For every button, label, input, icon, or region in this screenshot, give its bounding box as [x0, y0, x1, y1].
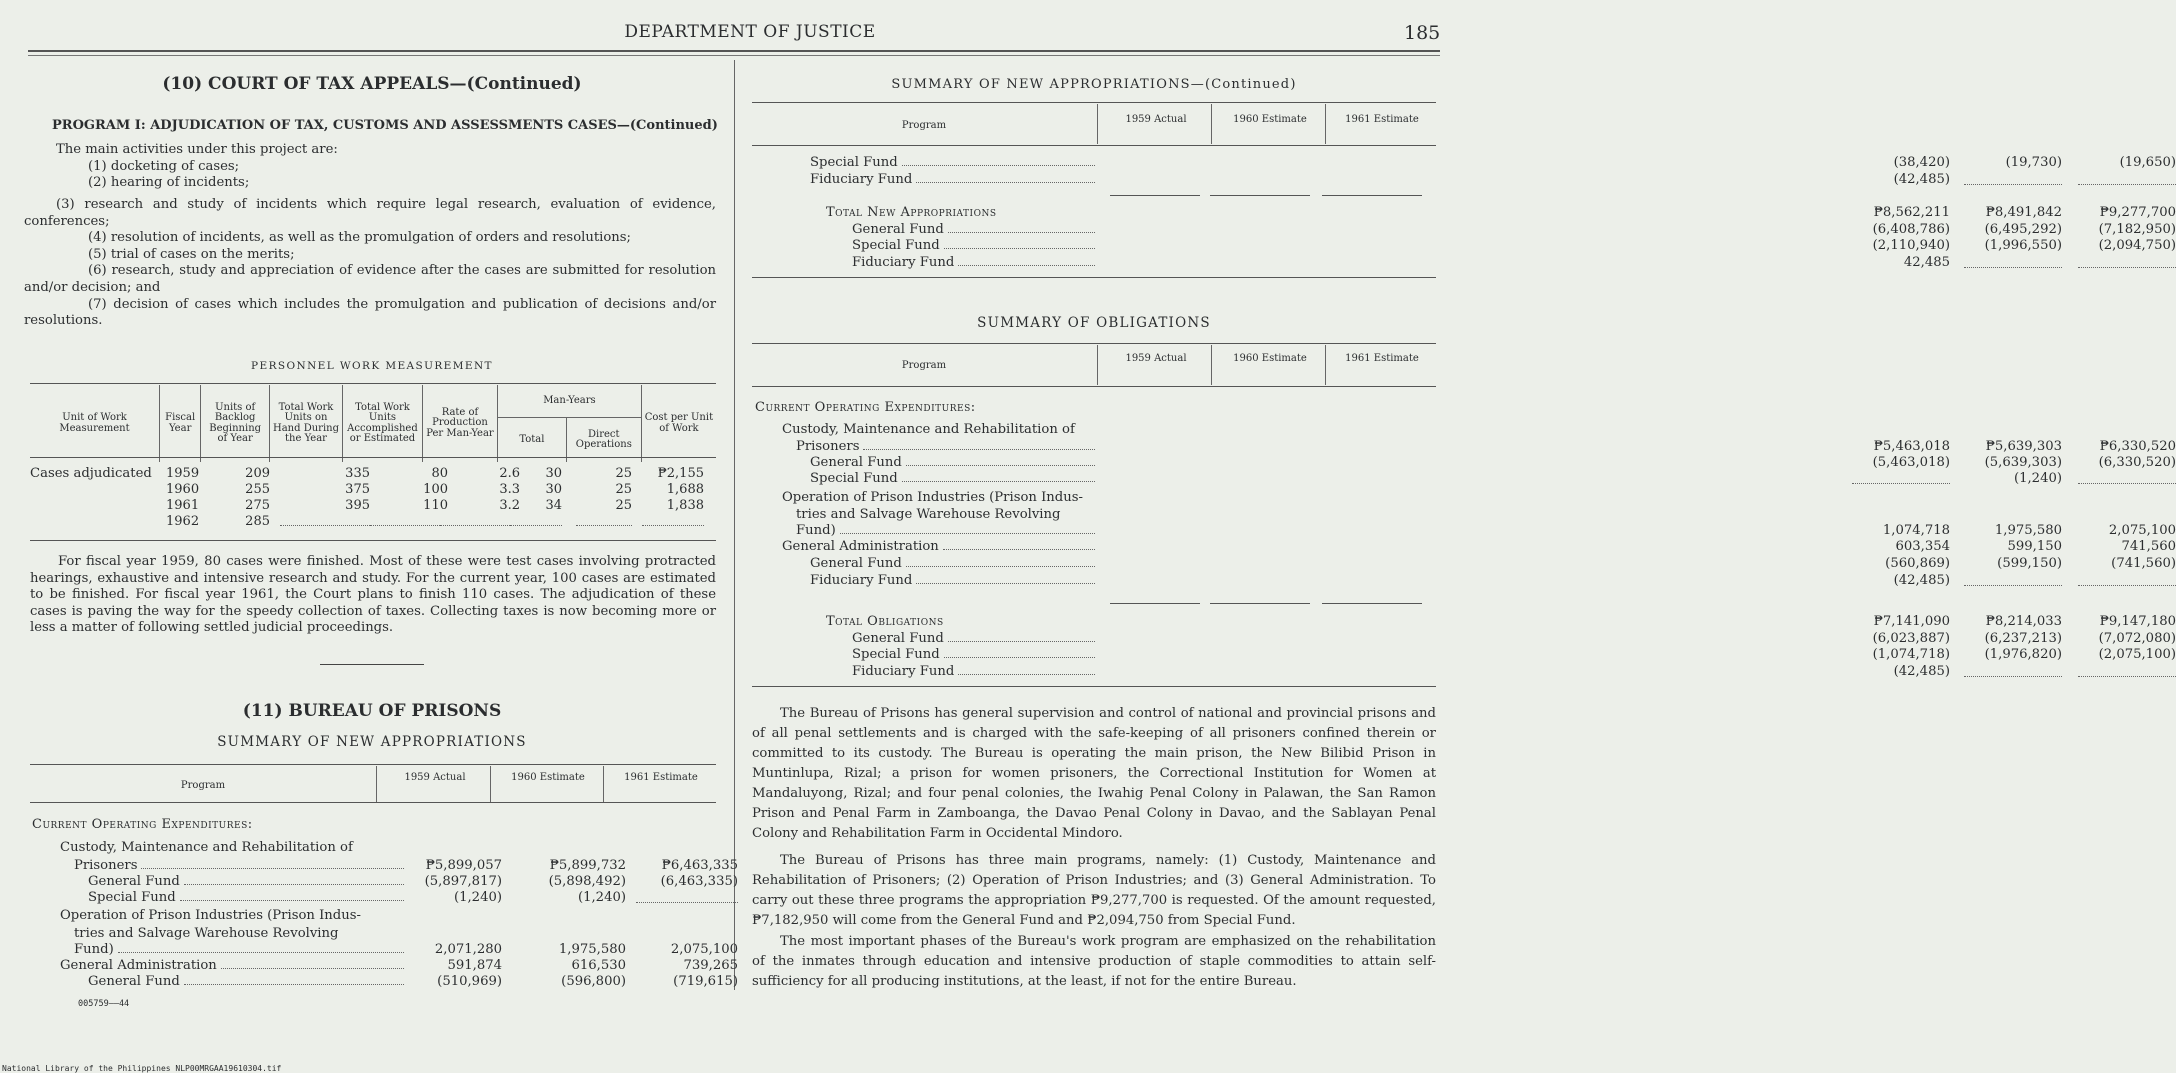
fin-value-b: ₱5,899,732	[549, 858, 626, 873]
fin-row-label	[796, 439, 1095, 454]
subtotal-rule	[1322, 603, 1422, 604]
fin-value-a: 2,071,280	[434, 942, 502, 957]
pwm-col-cost: Cost per Unit of Work	[641, 385, 716, 462]
fin-value-a: ₱8,562,211	[1873, 205, 1950, 220]
fin-value-a: 1,074,718	[1882, 523, 1950, 538]
dot-leader	[944, 238, 1095, 249]
fin-empty-leader	[2078, 255, 2176, 268]
pwm-empty-leader	[280, 514, 370, 526]
rob-col-1961: 1961 Estimate	[1345, 353, 1419, 364]
fin-value-b: (596,800)	[561, 974, 626, 989]
fin-label-text: Fund)	[796, 523, 836, 538]
fin-value-c: (19,650)	[2119, 155, 2176, 170]
fin-empty-leader	[1852, 471, 1950, 484]
pwm-empty-leader	[510, 514, 562, 526]
fin-row-label	[852, 222, 1095, 237]
pwm-cell-fy: 1961	[166, 498, 200, 513]
total-obligations-label: Total Obligations	[826, 614, 944, 629]
pwm-cell-direct: 25	[615, 466, 632, 481]
pwm-cell-total: 30	[545, 466, 562, 481]
pwm-header-rule	[30, 457, 716, 458]
pwm-cell-backlog: 255	[245, 482, 270, 497]
fin-row-label	[74, 858, 404, 873]
pwm-narrative: For fiscal year 1959, 80 cases were finished. Most of these were test cases involving protracted hearings, exhaustive and intensive research and study. For the current year, 100 cases are estimated to be finished. For fiscal year 1961, the Court plans to finish 110 cases. The adjudication of these cases is paving the way for the speedy collection of taxes. Collecting taxes is now becoming more or less a matter of following settled judicial proceedings.	[30, 554, 716, 636]
fin-label-text: Custody, Maintenance and Rehabilitation of	[782, 422, 1075, 437]
fin-row-label	[810, 573, 1095, 588]
lfin-coe-heading: Current Operating Expenditures:	[32, 817, 253, 832]
fin-row-label	[74, 942, 404, 957]
fin-row-label	[810, 556, 1095, 571]
program-heading: PROGRAM I: ADJUDICATION OF TAX, CUSTOMS AND ASSESSMENTS CASES—(Continued)	[52, 118, 718, 133]
rfin-bottom-rule	[752, 277, 1436, 278]
pwm-col-fy: Fiscal Year	[160, 385, 201, 462]
pwm-cell-cost: 1,688	[666, 482, 704, 497]
rob-vline	[1097, 345, 1098, 385]
fin-value-c: ₱9,147,180	[2099, 614, 2176, 629]
fin-empty-leader	[1964, 255, 2062, 268]
pwm-cell-backlog: 209	[245, 466, 270, 481]
fin-value-a: (42,485)	[1893, 663, 1950, 679]
fin-label-text: Special Fund	[852, 647, 940, 662]
activity-item: (5) trial of cases on the merits;	[88, 246, 295, 262]
fin-row-label	[810, 155, 1095, 170]
lfin-vline	[376, 766, 377, 802]
fin-value-c: 739,265	[683, 958, 738, 973]
pwm-header-table	[30, 385, 716, 462]
lfin-header-rule	[30, 802, 716, 803]
fin-row-label	[88, 874, 404, 889]
fin-value-a: (510,969)	[437, 974, 502, 989]
pwm-cell-onhand: 335	[345, 466, 370, 481]
dot-leader	[958, 255, 1095, 266]
pwm-cell-total: 34	[545, 498, 562, 513]
rfin-col-program: Program	[901, 120, 947, 131]
pwm-col-direct: Direct Operations	[566, 418, 641, 463]
dot-leader	[180, 890, 404, 901]
dot-leader	[221, 958, 404, 969]
dot-leader	[902, 155, 1095, 166]
activity-item: (4) resolution of incidents, as well as the promulgation of orders and resolutions;	[88, 230, 631, 246]
fin-value-b: 616,530	[571, 958, 626, 973]
fin-value-c: 2,075,100	[670, 942, 738, 957]
fin-value-a: (38,420)	[1893, 155, 1950, 170]
fin-label-text: Fiduciary Fund	[810, 171, 913, 187]
fin-value-c: (7,182,950)	[2098, 221, 2176, 237]
fin-value-a: (1,074,718)	[1872, 647, 1950, 662]
fin-value-b: ₱5,639,303	[1985, 439, 2062, 454]
fin-label-text: General Fund	[88, 874, 180, 889]
pwm-cell-fy: 1960	[166, 482, 200, 497]
fin-empty-leader	[2078, 573, 2176, 586]
fin-value-a: (1,240)	[453, 890, 502, 905]
running-header: DEPARTMENT OF JUSTICE	[624, 22, 876, 42]
pwm-bottom-rule	[30, 540, 716, 541]
rfin-header-rule	[752, 145, 1436, 146]
fin-value-a: 603,354	[1895, 539, 1950, 554]
bureau-para-1: The Bureau of Prisons has general supervision and control of national and provincial prisons and of all penal settlements and is charged with the safe-keeping of all prisoners confined therein or committed to its custody. The Bureau is operating the main prison, the New Bilibid Prison in Muntinlupa, Rizal; a prison for women prisoners, the Correctional Institution for Women at Mandaluyong, Rizal; and four penal colonies, the Iwahig Penal Colony in Palawan, the San Ramon Prison and Penal Farm in Zamboanga, the Davao Penal Colony in Davao, and the Sablayan Penal Colony and Rehabilitation Farm in Occidental Mindoro.	[752, 706, 1436, 841]
page-number: 185	[1404, 22, 1441, 44]
fin-value-c: (2,094,750)	[2098, 238, 2176, 253]
section-separator	[320, 664, 424, 665]
subtotal-rule	[1110, 603, 1200, 604]
lfin-col-1959: 1959 Actual	[404, 772, 466, 783]
pwm-cell-onhand: 375	[345, 482, 370, 497]
dot-leader	[906, 556, 1095, 567]
fin-row-label	[796, 523, 1095, 538]
rfin-col-1959: 1959 Actual	[1125, 114, 1187, 125]
fin-value-c: (6,330,520)	[2098, 455, 2176, 470]
summary-title: SUMMARY OF NEW APPROPRIATIONS	[217, 734, 527, 750]
dot-leader	[184, 974, 404, 985]
fin-value-b: (19,730)	[2005, 155, 2062, 170]
column-divider	[734, 60, 735, 990]
fin-value-a: ₱5,899,057	[425, 858, 502, 873]
pwm-cell-backlog: 285	[245, 514, 270, 529]
lfin-vline	[490, 766, 491, 802]
fin-label-text: Custody, Maintenance and Rehabilitation of	[60, 840, 353, 855]
rob-vline	[1325, 345, 1326, 385]
rob-bottom-rule	[752, 686, 1436, 687]
fin-value-a: (5,897,817)	[424, 874, 502, 889]
fin-value-a: ₱5,463,018	[1873, 439, 1950, 454]
fin-label-text: General Administration	[782, 539, 939, 554]
fin-empty-leader	[2078, 471, 2176, 484]
fin-value-a: (42,485)	[1893, 573, 1950, 588]
bureau-para-2: The Bureau of Prisons has three main programs, namely: (1) Custody, Maintenance and Rehabilitation of Prisoners; (2) Operation of Prison Industries; and (3) General Administration. To carry out these three programs the appropriation ₱9,277,700 is requested. Of the amount requested, ₱7,182,950 will come from the General Fund and ₱2,094,750 from Special Fund.	[752, 853, 1436, 928]
pwm-cell-total: 30	[545, 482, 562, 497]
activities-block-2	[24, 197, 716, 330]
pwm-col-total: Total	[498, 418, 567, 463]
fin-empty-leader	[1964, 573, 2062, 586]
dot-leader	[916, 573, 1095, 584]
fin-label-text: Operation of Prison Industries (Prison Indus-	[60, 908, 361, 923]
activity-item: (6) research, study and appreciation of evidence after the cases are submitted for resolution and/or decision; and	[24, 263, 716, 295]
fin-value-a: (2,110,940)	[1872, 238, 1950, 253]
pwm-col-unit: Unit of Work Measurement	[59, 412, 130, 434]
pwm-cell-fy: 1962	[166, 514, 200, 529]
activity-item: (1) docketing of cases;	[88, 158, 240, 174]
pwm-cell-onhand: 395	[345, 498, 370, 513]
fin-value-b: (6,495,292)	[1984, 221, 2062, 237]
fin-label-text: Operation of Prison Industries (Prison Indus-	[782, 490, 1083, 505]
fin-value-a: (6,023,887)	[1872, 630, 1950, 646]
pwm-cell-fy: 1959	[166, 466, 200, 481]
fin-label-text: Special Fund	[810, 471, 898, 486]
fin-row-label	[810, 471, 1095, 486]
dot-leader	[958, 664, 1095, 675]
fin-label-text: General Administration	[60, 958, 217, 973]
rob-col-1960: 1960 Estimate	[1233, 353, 1307, 364]
fin-row-label	[782, 539, 1095, 554]
dot-leader	[948, 631, 1095, 642]
pwm-col-onhand: Total Work Units on Hand During the Year	[270, 385, 343, 462]
fin-value-a: (6,408,786)	[1872, 221, 1950, 237]
fin-value-c: 2,075,100	[2108, 523, 2176, 538]
fin-row-label	[88, 974, 404, 989]
dot-leader	[141, 858, 404, 869]
lfin-col-program: Program	[180, 780, 226, 791]
fin-label-text: Fiduciary Fund	[852, 254, 955, 270]
pwm-cell-cost: ₱2,155	[657, 466, 704, 481]
fin-value-c: (719,615)	[673, 974, 738, 989]
activities-block	[56, 142, 716, 192]
rob-col-1959: 1959 Actual	[1125, 353, 1187, 364]
fin-empty-leader	[636, 890, 738, 903]
fin-value-c: (2,075,100)	[2098, 647, 2176, 662]
summary-cont-title: SUMMARY OF NEW APPROPRIATIONS—(Continued)	[891, 77, 1297, 92]
fin-label-text: Fiduciary Fund	[810, 573, 913, 588]
fin-label-text: General Fund	[810, 556, 902, 571]
fin-label-text: General Fund	[88, 974, 180, 989]
fin-row-label	[852, 238, 1095, 253]
fin-value-b: 599,150	[2007, 539, 2062, 554]
subtotal-rule	[1210, 195, 1310, 196]
fin-row-label	[60, 958, 404, 973]
dot-leader	[944, 647, 1095, 658]
dot-leader	[948, 222, 1095, 233]
obligations-title: SUMMARY OF OBLIGATIONS	[977, 315, 1211, 331]
fin-empty-leader	[1964, 172, 2062, 185]
rfin-col-1961: 1961 Estimate	[1345, 114, 1419, 125]
pwm-col-backlog: Units of Backlog Beginning of Year	[201, 385, 270, 462]
pwm-cell-cost: 1,838	[666, 498, 704, 513]
subtotal-rule	[1322, 195, 1422, 196]
pwm-empty-leader	[440, 514, 520, 526]
fin-label-text: Fiduciary Fund	[852, 663, 955, 679]
fin-row-label	[74, 926, 404, 941]
pwm-row-label: Cases adjudicated	[30, 466, 152, 481]
header-rule	[28, 50, 1440, 52]
fin-value-b: (1,240)	[2013, 471, 2062, 486]
rob-vline	[1211, 345, 1212, 385]
print-code: 005759——44	[78, 999, 130, 1009]
fin-value-b: ₱8,214,033	[1985, 614, 2062, 629]
fin-value-b: (1,240)	[577, 890, 626, 905]
fin-value-a: 42,485	[1903, 254, 1950, 270]
fin-value-a: (42,485)	[1893, 171, 1950, 187]
fin-value-c: (6,463,335)	[660, 874, 738, 889]
scan-footer: National Library of the Philippines NLP00MRGAA19610304.tif	[2, 1064, 282, 1073]
rob-header-rule	[752, 386, 1436, 387]
activity-item: (3) research and study of incidents which require legal research, evaluation of evidence, conferences;	[24, 197, 716, 229]
pwm-col-rate: Rate of Production Per Man-Year	[422, 385, 497, 462]
fin-value-b: (599,150)	[1997, 556, 2062, 571]
fin-value-c: ₱6,330,520	[2099, 439, 2176, 454]
pwm-cell-acc: 100	[423, 482, 448, 497]
total-new-appropriations-label: Total New Appropriations	[826, 205, 997, 220]
pwm-cell-rate: 2.6	[499, 466, 520, 481]
dot-leader	[916, 172, 1095, 183]
fin-value-a: 591,874	[447, 958, 502, 973]
fin-label-text: Special Fund	[88, 890, 176, 905]
fin-value-c: 741,560	[2121, 539, 2176, 554]
fin-value-b: (1,976,820)	[1984, 647, 2062, 662]
dot-leader	[840, 523, 1095, 534]
pwm-cell-rate: 3.3	[499, 482, 520, 497]
pwm-col-manyears: Man-Years	[498, 385, 642, 418]
subtotal-rule	[1210, 603, 1310, 604]
pwm-empty-leader	[576, 514, 632, 526]
fin-value-c: ₱6,463,335	[661, 858, 738, 873]
fin-label-text: Prisoners	[74, 858, 138, 873]
section-title: (10) COURT OF TAX APPEALS—(Continued)	[162, 74, 582, 94]
pwm-col-accomplished: Total Work Units Accomplished or Estimated	[342, 385, 422, 462]
fin-empty-leader	[1964, 664, 2062, 677]
lfin-top-rule	[30, 764, 716, 765]
fin-value-a: (5,463,018)	[1872, 455, 1950, 470]
fin-value-a: (560,869)	[1885, 556, 1950, 571]
fin-empty-leader	[2078, 172, 2176, 185]
lfin-vline	[603, 766, 604, 802]
pwm-cell-direct: 25	[615, 482, 632, 497]
fin-label-text: General Fund	[852, 630, 944, 646]
dot-leader	[902, 471, 1095, 482]
fin-label-text: General Fund	[810, 455, 902, 470]
fin-value-a: ₱7,141,090	[1873, 614, 1950, 629]
lfin-col-1960: 1960 Estimate	[511, 772, 585, 783]
fin-value-b: 1,975,580	[1994, 523, 2062, 538]
fin-value-c: (7,072,080)	[2098, 630, 2176, 646]
fin-value-b: 1,975,580	[558, 942, 626, 957]
dot-leader	[943, 539, 1095, 550]
header-rule-thin	[28, 55, 1440, 56]
dot-leader	[906, 455, 1095, 466]
fin-row-label	[796, 507, 1095, 522]
fin-row-label	[810, 172, 1095, 187]
fin-label-text: tries and Salvage Warehouse Revolving	[74, 926, 339, 941]
fin-row-label	[88, 890, 404, 905]
rfin-vline	[1325, 104, 1326, 144]
pwm-top-rule	[30, 383, 716, 384]
fin-row-label	[782, 490, 1095, 505]
fin-value-b: (1,996,550)	[1984, 238, 2062, 253]
fin-value-c: (741,560)	[2111, 556, 2176, 571]
fin-value-c: ₱9,277,700	[2099, 205, 2176, 220]
fin-value-b: ₱8,491,842	[1985, 205, 2062, 220]
bureau-para-3: The most important phases of the Bureau's work program are emphasized on the rehabilitation of the inmates through education and intensive production of staple commodities to attain self-sufficiency for all producing institutions, at the least, if not for the entire Bureau.	[752, 934, 1436, 989]
pwm-cell-backlog: 275	[245, 498, 270, 513]
fin-label-text: tries and Salvage Warehouse Revolving	[796, 507, 1061, 522]
rob-coe-heading: Current Operating Expenditures:	[755, 400, 976, 415]
fin-row-label	[60, 840, 404, 855]
rfin-vline	[1097, 104, 1098, 144]
rfin-vline	[1211, 104, 1212, 144]
subtotal-rule	[1110, 195, 1200, 196]
pwm-title: PERSONNEL WORK MEASUREMENT	[251, 360, 493, 372]
pwm-empty-leader	[642, 514, 704, 526]
fin-row-label	[60, 908, 404, 923]
activity-item: (2) hearing of incidents;	[88, 175, 250, 191]
rob-col-program: Program	[901, 360, 947, 371]
fin-row-label	[852, 631, 1095, 646]
fin-value-b: (5,639,303)	[1984, 455, 2062, 470]
fin-label-text: Prisoners	[796, 439, 860, 454]
pwm-cell-rate: 3.2	[499, 498, 520, 513]
fin-value-b: (6,237,213)	[1984, 630, 2062, 646]
pwm-cell-acc: 110	[423, 498, 448, 513]
dot-leader	[184, 874, 404, 885]
dot-leader	[118, 942, 404, 953]
rob-top-rule	[752, 343, 1436, 344]
fin-label-text: Special Fund	[852, 238, 940, 253]
fin-row-label	[852, 255, 1095, 270]
fin-label-text: Fund)	[74, 942, 114, 957]
fin-row-label	[810, 455, 1095, 470]
fin-label-text: General Fund	[852, 221, 944, 237]
fin-value-b: (5,898,492)	[548, 874, 626, 889]
pwm-cell-acc: 80	[431, 466, 448, 481]
fin-row-label	[782, 422, 1095, 437]
fin-empty-leader	[2078, 664, 2176, 677]
bureau-title: (11) BUREAU OF PRISONS	[242, 701, 502, 721]
pwm-empty-leader	[370, 514, 448, 526]
fin-row-label	[852, 647, 1095, 662]
fin-row-label	[852, 664, 1095, 679]
fin-label-text: Special Fund	[810, 155, 898, 170]
dot-leader	[863, 439, 1095, 450]
rfin-top-rule	[752, 102, 1436, 103]
rfin-col-1960: 1960 Estimate	[1233, 114, 1307, 125]
lfin-col-1961: 1961 Estimate	[624, 772, 698, 783]
activities-intro: The main activities under this project are:	[56, 142, 338, 157]
activity-item: (7) decision of cases which includes the promulgation and publication of decisions and/or resolutions.	[24, 296, 716, 329]
pwm-cell-direct: 25	[615, 498, 632, 513]
